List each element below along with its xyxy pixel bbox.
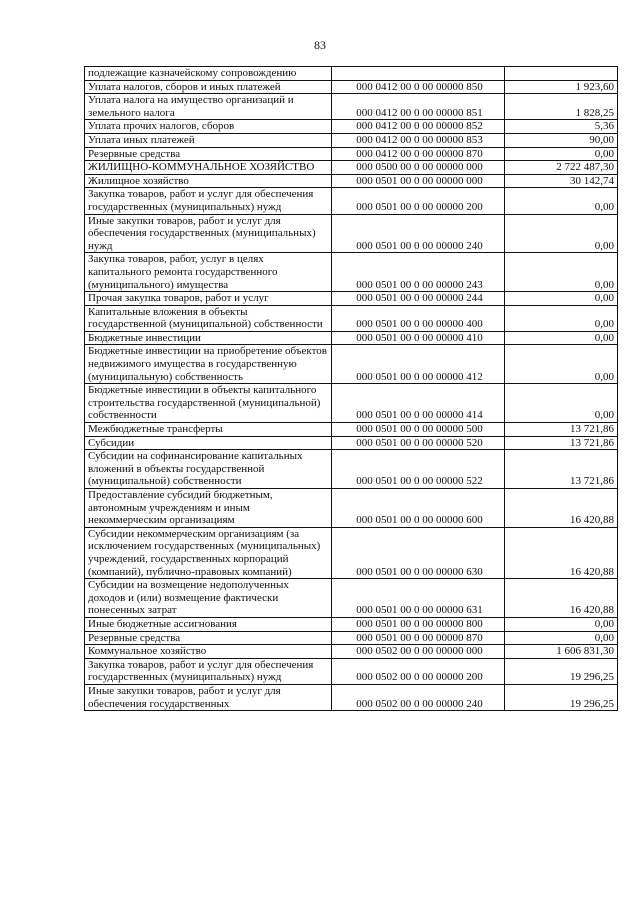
row-amount: 0,00 (505, 631, 618, 645)
table-row (85, 161, 618, 175)
row-amount: 0,00 (505, 331, 618, 345)
row-name: Уплата налогов, сборов и иных платежей (85, 80, 332, 94)
row-name: Иные закупки товаров, работ и услуг для обеспечения государственных (муниципальных) нужд (85, 214, 332, 253)
row-amount (505, 67, 618, 81)
row-amount: 0,00 (505, 188, 618, 214)
row-amount: 19 296,25 (505, 658, 618, 684)
row-amount: 0,00 (505, 345, 618, 384)
table-row (85, 174, 618, 188)
row-amount: 13 721,86 (505, 450, 618, 489)
table-row (85, 67, 618, 81)
row-code: 000 0412 00 0 00 00000 850 (332, 80, 505, 94)
row-name: Прочая закупка товаров, работ и услуг (85, 292, 332, 306)
row-name: Уплата налога на имущество организаций и земельного налога (85, 94, 332, 120)
row-name: Закупка товаров, работ, услуг в целях капитального ремонта государственного (муниципального) имущества (85, 253, 332, 292)
row-code: 000 0501 00 0 00 00000 600 (332, 489, 505, 528)
row-amount: 0,00 (505, 214, 618, 253)
row-code: 000 0501 00 0 00 00000 000 (332, 174, 505, 188)
row-name: подлежащие казначейскому сопровождению (85, 67, 332, 81)
row-code: 000 0501 00 0 00 00000 631 (332, 579, 505, 618)
row-amount: 13 721,86 (505, 436, 618, 450)
row-name: Субсидии некоммерческим организациям (за исключением государственных (муниципальных) учреждений, государственных корпораций (компаний), публично-правовых компаний) (85, 527, 332, 578)
row-amount: 5,36 (505, 120, 618, 134)
row-code: 000 0501 00 0 00 00000 800 (332, 617, 505, 631)
row-amount: 1 606 831,30 (505, 645, 618, 659)
table-row (85, 331, 618, 345)
row-code: 000 0501 00 0 00 00000 500 (332, 423, 505, 437)
row-name: Резервные средства (85, 147, 332, 161)
table-row (85, 292, 618, 306)
row-code (332, 67, 505, 81)
row-amount: 16 420,88 (505, 489, 618, 528)
table-row (85, 631, 618, 645)
row-name: Резервные средства (85, 631, 332, 645)
row-code: 000 0501 00 0 00 00000 240 (332, 214, 505, 253)
table-row (85, 489, 618, 528)
table-row (85, 436, 618, 450)
table-row (85, 658, 618, 684)
row-name: Бюджетные инвестиции в объекты капитального строительства государственной (муниципальной) собственности (85, 384, 332, 423)
budget-table-body (85, 67, 618, 711)
row-code: 000 0501 00 0 00 00000 630 (332, 527, 505, 578)
row-amount: 0,00 (505, 384, 618, 423)
row-amount: 0,00 (505, 253, 618, 292)
row-code: 000 0501 00 0 00 00000 522 (332, 450, 505, 489)
table-row (85, 133, 618, 147)
row-code: 000 0502 00 0 00 00000 240 (332, 684, 505, 710)
table-row (85, 305, 618, 331)
row-code: 000 0501 00 0 00 00000 200 (332, 188, 505, 214)
row-amount: 16 420,88 (505, 527, 618, 578)
row-amount: 13 721,86 (505, 423, 618, 437)
row-amount: 1 828,25 (505, 94, 618, 120)
row-amount: 0,00 (505, 617, 618, 631)
table-row (85, 617, 618, 631)
row-name: Уплата иных платежей (85, 133, 332, 147)
row-name: Бюджетные инвестиции (85, 331, 332, 345)
row-code: 000 0412 00 0 00 00000 853 (332, 133, 505, 147)
row-code: 000 0501 00 0 00 00000 412 (332, 345, 505, 384)
row-code: 000 0412 00 0 00 00000 852 (332, 120, 505, 134)
row-name: Субсидии на возмещение недополученных доходов и (или) возмещение фактически понесенных затрат (85, 579, 332, 618)
row-name: Капитальные вложения в объекты государственной (муниципальной) собственности (85, 305, 332, 331)
row-code: 000 0501 00 0 00 00000 520 (332, 436, 505, 450)
table-row (85, 423, 618, 437)
page-number: 83 (314, 38, 326, 52)
table-row (85, 94, 618, 120)
row-code: 000 0502 00 0 00 00000 200 (332, 658, 505, 684)
row-amount: 0,00 (505, 292, 618, 306)
row-amount: 30 142,74 (505, 174, 618, 188)
row-name: Иные закупки товаров, работ и услуг для обеспечения государственных (85, 684, 332, 710)
row-name: Субсидии (85, 436, 332, 450)
row-code: 000 0412 00 0 00 00000 870 (332, 147, 505, 161)
row-code: 000 0501 00 0 00 00000 410 (332, 331, 505, 345)
table-row (85, 527, 618, 578)
row-amount: 2 722 487,30 (505, 161, 618, 175)
row-name: Уплата прочих налогов, сборов (85, 120, 332, 134)
row-name: Закупка товаров, работ и услуг для обеспечения государственных (муниципальных) нужд (85, 658, 332, 684)
table-row (85, 253, 618, 292)
table-row (85, 645, 618, 659)
row-code: 000 0501 00 0 00 00000 243 (332, 253, 505, 292)
table-row (85, 345, 618, 384)
row-name: Предоставление субсидий бюджетным, автономным учреждениям и иным некоммерческим организациям (85, 489, 332, 528)
row-amount: 1 923,60 (505, 80, 618, 94)
row-amount: 90,00 (505, 133, 618, 147)
row-name: Жилищное хозяйство (85, 174, 332, 188)
table-row (85, 120, 618, 134)
row-amount: 16 420,88 (505, 579, 618, 618)
row-name: Иные бюджетные ассигнования (85, 617, 332, 631)
budget-table (84, 66, 618, 711)
table-row (85, 80, 618, 94)
row-name: Межбюджетные трансферты (85, 423, 332, 437)
table-row (85, 579, 618, 618)
table-row (85, 450, 618, 489)
table-row (85, 684, 618, 710)
row-code: 000 0501 00 0 00 00000 400 (332, 305, 505, 331)
row-code: 000 0501 00 0 00 00000 244 (332, 292, 505, 306)
table-row (85, 384, 618, 423)
row-code: 000 0501 00 0 00 00000 414 (332, 384, 505, 423)
row-code: 000 0502 00 0 00 00000 000 (332, 645, 505, 659)
row-name: Коммунальное хозяйство (85, 645, 332, 659)
row-amount: 19 296,25 (505, 684, 618, 710)
row-code: 000 0412 00 0 00 00000 851 (332, 94, 505, 120)
row-amount: 0,00 (505, 305, 618, 331)
row-code: 000 0501 00 0 00 00000 870 (332, 631, 505, 645)
row-code: 000 0500 00 0 00 00000 000 (332, 161, 505, 175)
row-amount: 0,00 (505, 147, 618, 161)
row-name: Закупка товаров, работ и услуг для обеспечения государственных (муниципальных) нужд (85, 188, 332, 214)
table-row (85, 214, 618, 253)
table-row (85, 188, 618, 214)
row-name: ЖИЛИЩНО-КОММУНАЛЬНОЕ ХОЗЯЙСТВО (85, 161, 332, 175)
row-name: Бюджетные инвестиции на приобретение объектов недвижимого имущества в государственную (муниципальную) собственность (85, 345, 332, 384)
row-name: Субсидии на софинансирование капитальных вложений в объекты государственной (муниципальной) собственности (85, 450, 332, 489)
table-row (85, 147, 618, 161)
